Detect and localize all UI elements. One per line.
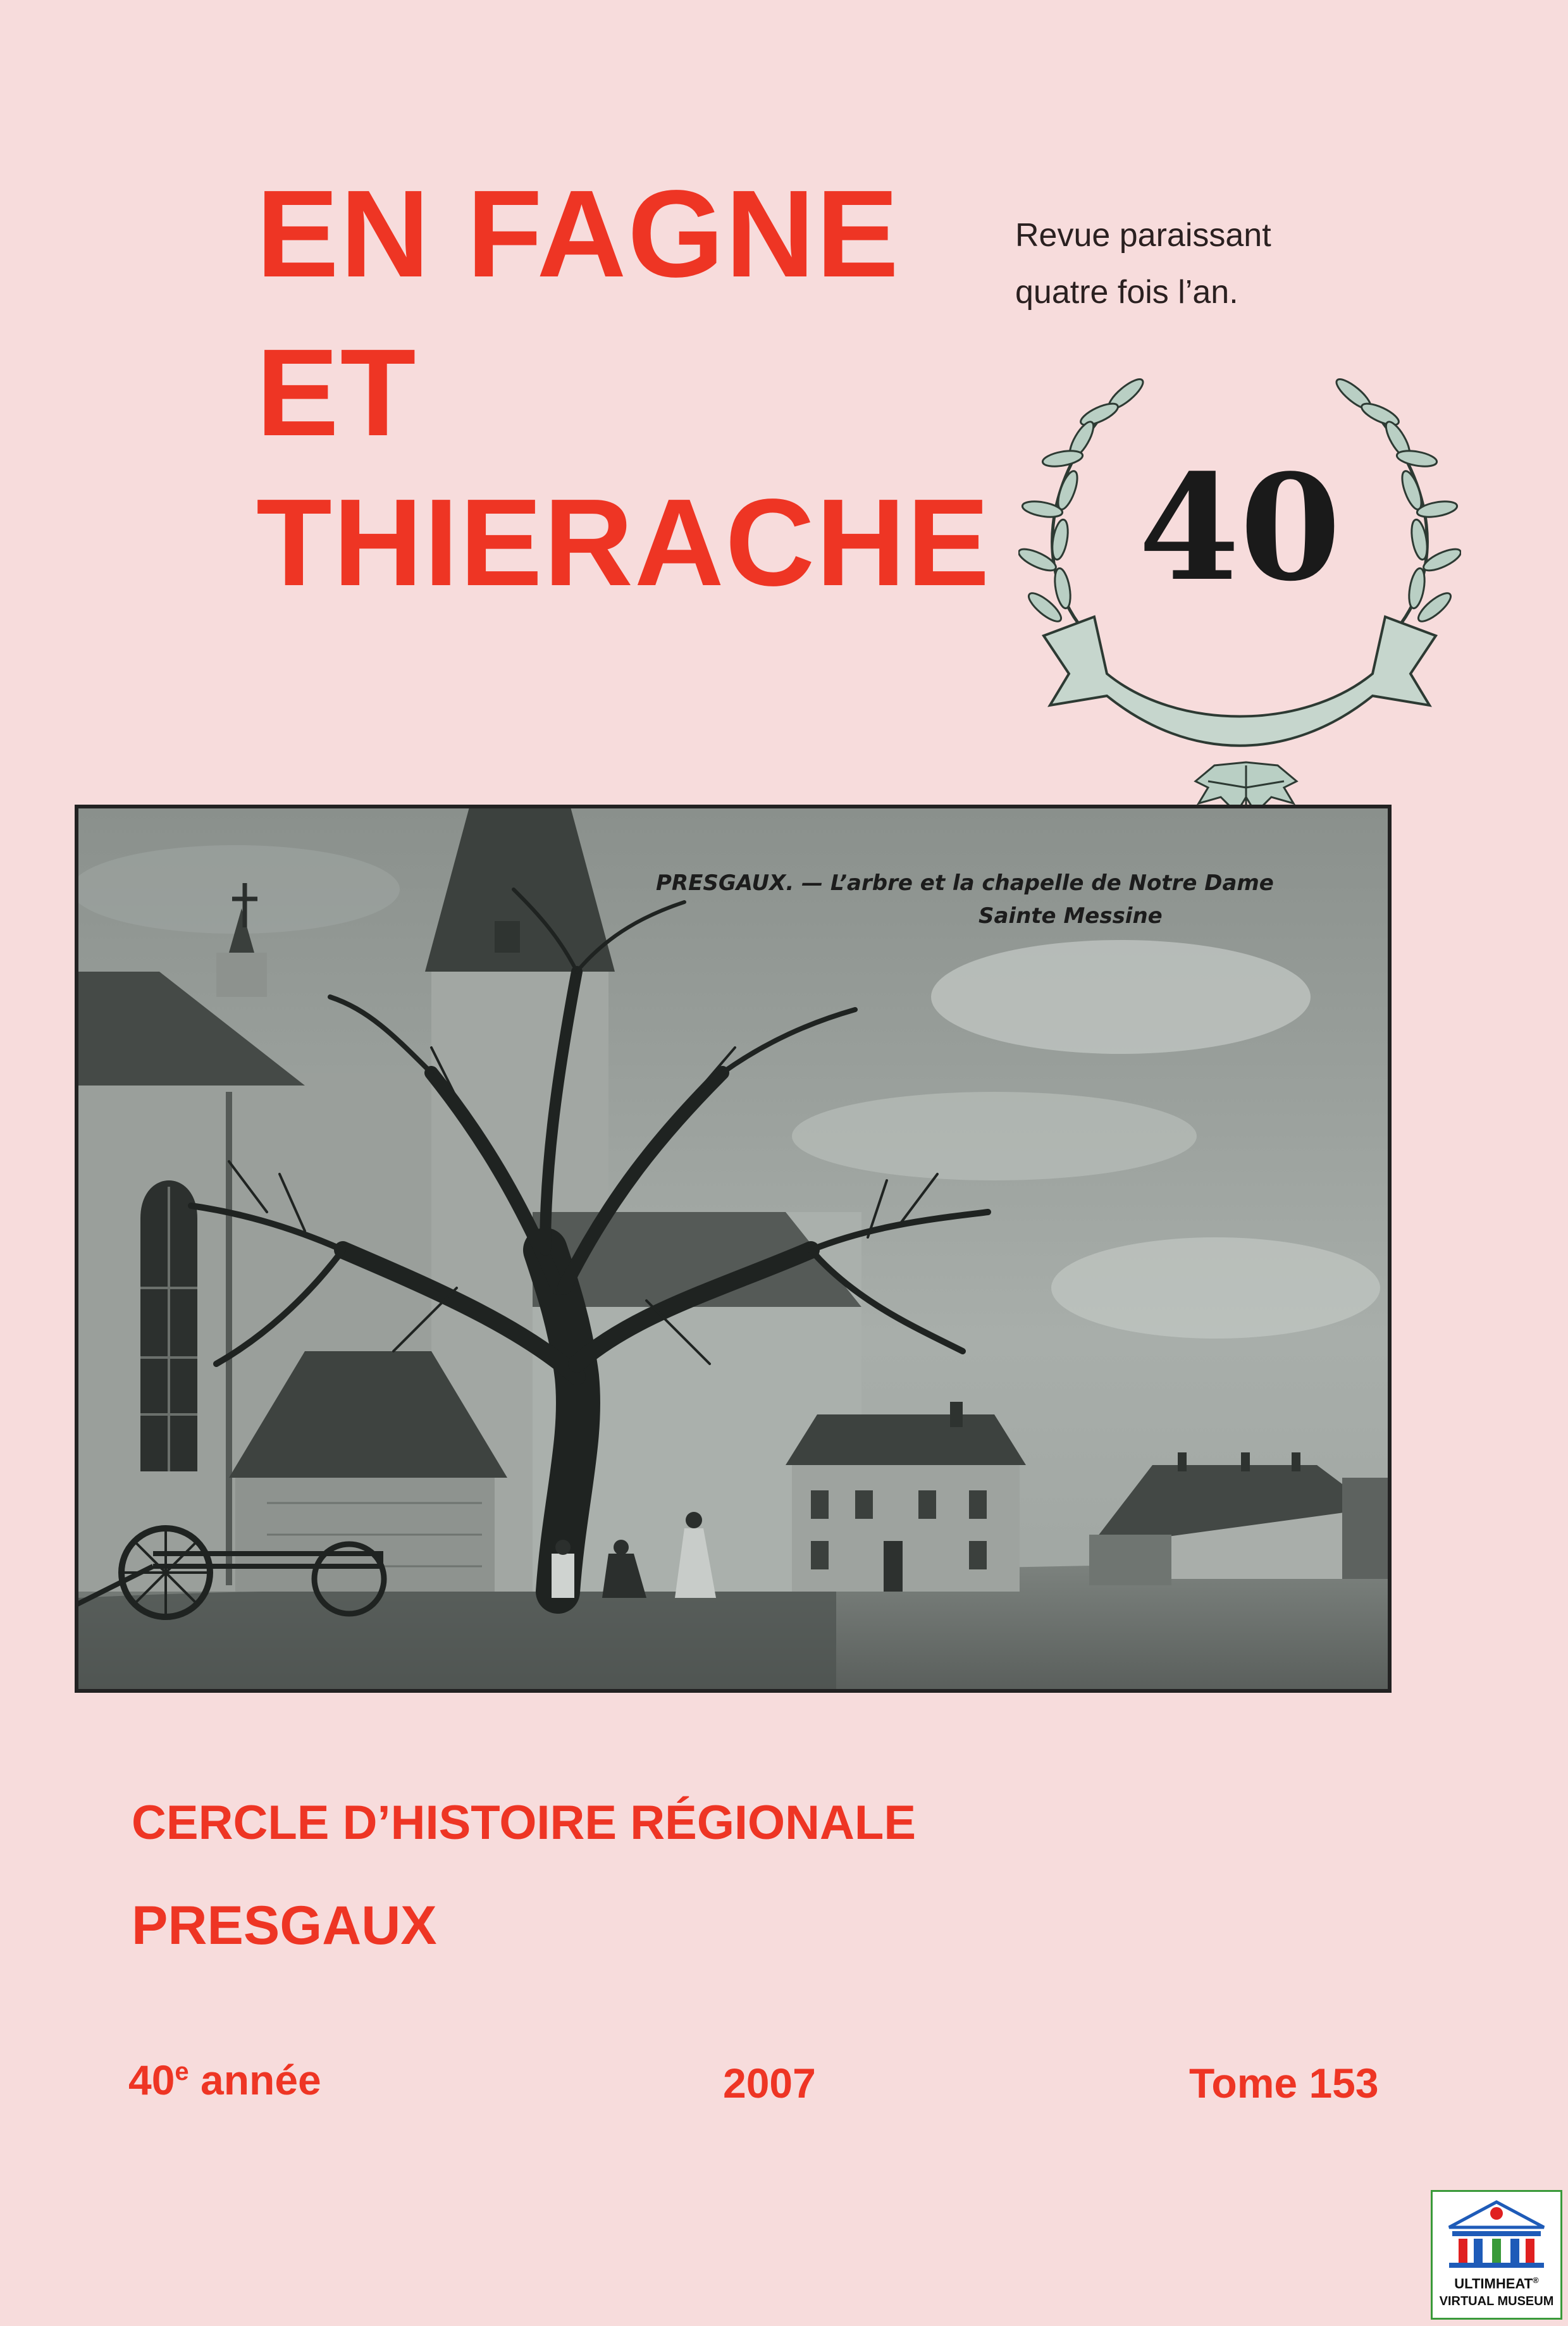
museum-logo-name	[1433, 2275, 1560, 2292]
title-line-2: ET	[256, 323, 417, 462]
publisher-name: CERCLE D’HISTOIRE RÉGIONALE	[132, 1796, 917, 1850]
postcard-photo	[75, 805, 1392, 1693]
photo-caption-line-1: PRESGAUX. — L’arbre et la chapelle de Notre Dame	[656, 870, 1274, 896]
registered-mark: ®	[1533, 2275, 1539, 2285]
cloud	[1051, 1237, 1380, 1339]
title-line-3: THIERACHE	[256, 473, 991, 612]
photo-caption-line-2: Sainte Messine	[978, 903, 1163, 929]
publication-year: 2007	[723, 2060, 816, 2106]
museum-building-icon	[1433, 2194, 1560, 2270]
year-of-publication	[128, 2056, 321, 2104]
museum-logo-subtitle: VIRTUAL MUSEUM	[1439, 2294, 1554, 2308]
title-line-1: EN FAGNE	[256, 164, 900, 303]
year-word: année	[188, 2057, 321, 2103]
house-row-center	[786, 1402, 1026, 1592]
cloud	[792, 1092, 1197, 1180]
publisher-place: PRESGAUX	[132, 1895, 437, 1956]
issue-number: 40	[1138, 443, 1342, 614]
cloud	[931, 940, 1311, 1054]
ribbon-banner-icon	[1044, 617, 1436, 746]
museum-logo-name-text: ULTIMHEAT	[1454, 2275, 1533, 2292]
tagline-line-2: quatre fois l’an.	[1015, 274, 1238, 311]
year-number: 40	[128, 2057, 175, 2103]
museum-logo	[1431, 2190, 1562, 2320]
tome-number: Tome 153	[1189, 2060, 1379, 2106]
tagline-line-1: Revue paraissant	[1015, 217, 1271, 254]
anniversary-emblem	[1018, 376, 1461, 813]
year-ordinal-suffix: e	[175, 2058, 189, 2086]
